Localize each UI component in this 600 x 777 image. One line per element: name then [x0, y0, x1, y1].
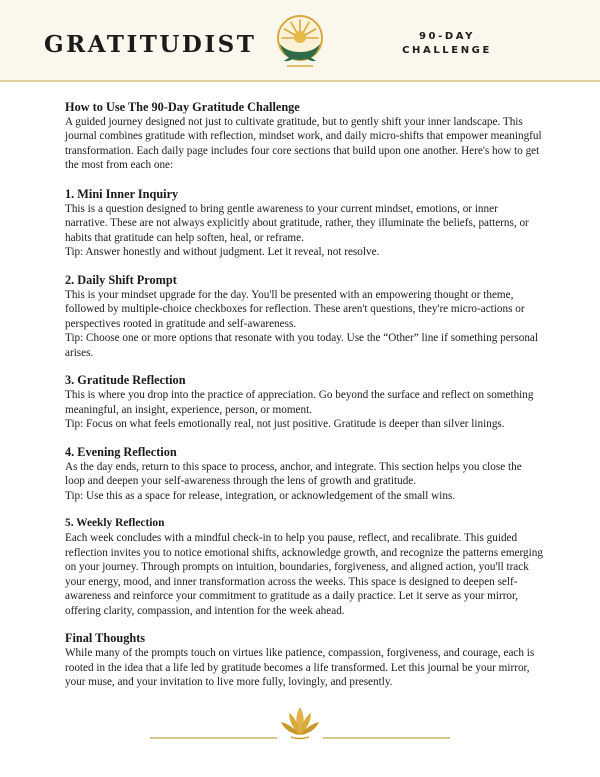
section-heading: 2. Daily Shift Prompt — [65, 272, 177, 287]
section-tip: Tip: Choose one or more options that resonate with you today. Use the “Other” line if something personal arises. — [65, 332, 538, 359]
section-body: This is where you drop into the practice of appreciation. Go beyond the surface and reflect on something meaningful, an insight, experience, person, or moment. — [65, 389, 534, 416]
section-tip: Tip: Use this as a space for release, integration, or acknowledgement of the small wins. — [65, 489, 456, 502]
section-body: As the day ends, return to this space to process, anchor, and integrate. This section helps you close the loop and deepen your self-awareness through the lens of growth and gratitude. — [65, 460, 522, 487]
brand-wordmark: GRATITUDIST — [44, 31, 257, 58]
section-evening-reflection — [65, 444, 543, 504]
section-weekly-reflection — [65, 515, 543, 618]
challenge-label — [402, 30, 492, 58]
section-body: While many of the prompts touch on virtues like patience, compassion, forgiveness, and courage, each is rooted in the idea that a life led by gratitude becomes a life transformed. Let this journal be your mirror, your muse, and your invitation to live more fully, lovingly, and presently. — [65, 647, 535, 688]
section-heading: 4. Evening Reflection — [65, 444, 177, 459]
section-final-thoughts — [65, 630, 543, 690]
page-title: How to Use The 90-Day Gratitude Challenge — [65, 100, 300, 114]
page-header — [0, 0, 600, 82]
section-body: This is a question designed to bring gentle awareness to your current mindset, emotions, or inner narrative. These are not always explicitly about gratitude, rather, they illuminate the beliefs, patterns, or habits that gratitude can help soften, heal, or reframe. — [65, 202, 529, 244]
section-heading: 3. Gratitude Reflection — [65, 373, 186, 387]
intro-paragraph: A guided journey designed not just to cultivate gratitude, but to gently shift your inner landscape. This journal combines gratitude with reflection, mindset work, and daily micro-shifts that empower meaningful transformation. Each daily page includes four core sections that build upon one another. Here's how to get the most from each one: — [65, 115, 542, 171]
section-mini-inner-inquiry — [65, 186, 543, 260]
section-heading: 5. Weekly Reflection — [65, 517, 165, 529]
sun-and-hands-logo-icon — [275, 14, 325, 70]
section-body: Each week concludes with a mindful check-in to help you pause, reflect, and recalibrate. This guided reflection invites you to notice emotional shifts, acknowledge growth, and recognize the patterns emerging on your journey. Through prompts on intuition, boundaries, forgiveness, and aligned action, you'll track your energy, mood, and inner transformation across the weeks. This space is designed to deepen self-awareness and reinforce your commitment to gratitude as a daily practice. Let it serve as your mirror, offering clarity, compassion, and intention for the week ahead. — [65, 532, 543, 617]
section-body: This is your mindset upgrade for the day. You'll be presented with an empowering thought or theme, followed by multiple-choice checkboxes for reflection. These aren't questions, they're micro-actions or perspectives rooted in gratitude and self-awareness. — [65, 288, 525, 330]
section-gratitude-reflection — [65, 372, 543, 432]
section-tip: Tip: Answer honestly and without judgment. Let it reveal, not resolve. — [65, 246, 380, 258]
section-heading: 1. Mini Inner Inquiry — [65, 186, 179, 201]
challenge-label-line2: CHALLENGE — [402, 45, 492, 56]
lotus-icon — [277, 703, 323, 743]
section-heading: Final Thoughts — [65, 631, 146, 645]
section-tip: Tip: Focus on what feels emotionally real, not just positive. Gratitude is deeper than silver linings. — [65, 418, 505, 430]
document-body — [65, 100, 543, 690]
section-daily-shift-prompt — [65, 272, 543, 361]
challenge-label-line1: 90-DAY — [419, 31, 475, 42]
